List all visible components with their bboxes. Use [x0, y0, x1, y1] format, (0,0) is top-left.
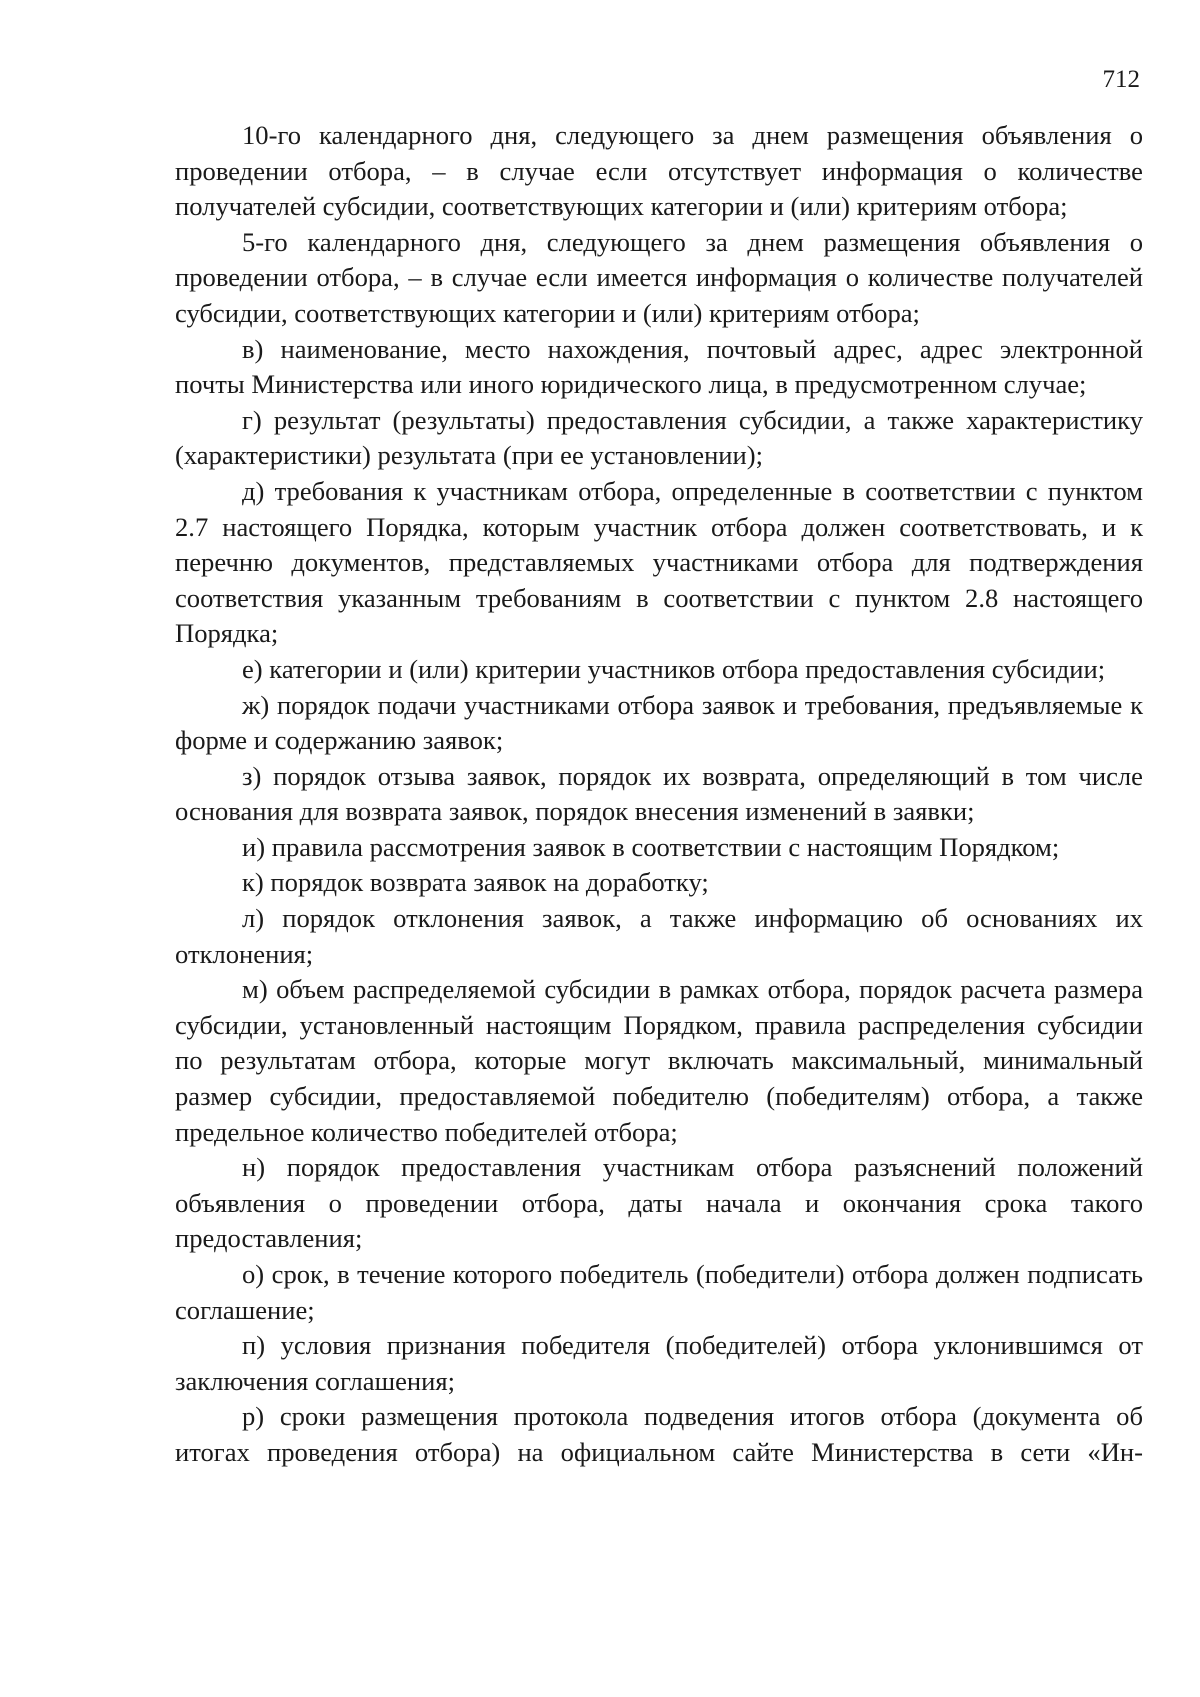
paragraph: к) порядок возврата заявок на доработку;: [242, 867, 709, 898]
paragraph: л) порядок отклонения заявок, а также информацию об основаниях их отклонения;: [175, 903, 1143, 969]
page-number: 712: [1102, 66, 1140, 93]
document-body: [175, 118, 1143, 1471]
paragraph: в) наименование, место нахождения, почтовый адрес, адрес электронной почты Министерства или иного юридического лица, в предусмотренном случае;: [175, 333, 1143, 400]
paragraph: 10-го календарного дня, следующего за днем размещения объявления о проведении отбора, – в случае если отсутствует информация о количестве получателей субсидии, соответствующих категории и (или) критериям отбора;: [175, 120, 1143, 222]
paragraph: е) категории и (или) критерии участников отбора предоставления субсидии;: [242, 653, 1106, 684]
paragraph: р) сроки размещения протокола подведения итогов отбора (документа об итогах проведения отбора) на официальном сайте Министерства в сети «Ин-: [175, 1401, 1143, 1467]
paragraph: ж) порядок подачи участниками отбора заявок и требования, предъявляемые к форме и содержанию заявок;: [175, 689, 1143, 756]
paragraph: м) объем распределяемой субсидии в рамках отбора, порядок расчета размера субсидии, установленный настоящим Порядком, правила распределения субсидии по результатам отбора, которые могут включать максимальный, минимальный размер субсидии, предоставляемой победителю (победителям) отбора, а также предельное количество победителей отбора;: [175, 974, 1143, 1147]
paragraph: д) требования к участникам отбора, определенные в соответствии с пунктом 2.7 настоящего Порядка, которым участник отбора должен соответствовать, и к перечню документов, представляемых участниками отбора для подтверждения соответствия указанным требованиям в соответствии с пунктом 2.8 настоящего Порядка;: [175, 475, 1143, 649]
paragraph: п) условия признания победителя (победителей) отбора уклонившимся от заключения соглашения;: [175, 1330, 1143, 1396]
paragraph: з) порядок отзыва заявок, порядок их возврата, определяющий в том числе основания для возврата заявок, порядок внесения изменений в заявки;: [175, 760, 1143, 827]
paragraph: о) срок, в течение которого победитель (победители) отбора должен подписать соглашение;: [175, 1259, 1143, 1325]
paragraph: г) результат (результаты) предоставления субсидии, а также характеристику (характеристики) результата (при ее установлении);: [175, 404, 1143, 471]
paragraph: 5-го календарного дня, следующего за днем размещения объявления о проведении отбора, – в случае если имеется информация о количестве получателей субсидии, соответствующих категории и (или) критериям отбора;: [175, 226, 1143, 328]
paragraph: и) правила рассмотрения заявок в соответствии с настоящим Порядком;: [242, 831, 1060, 862]
paragraph: н) порядок предоставления участникам отбора разъяснений положений объявления о проведении отбора, даты начала и окончания срока такого предоставления;: [175, 1152, 1143, 1254]
